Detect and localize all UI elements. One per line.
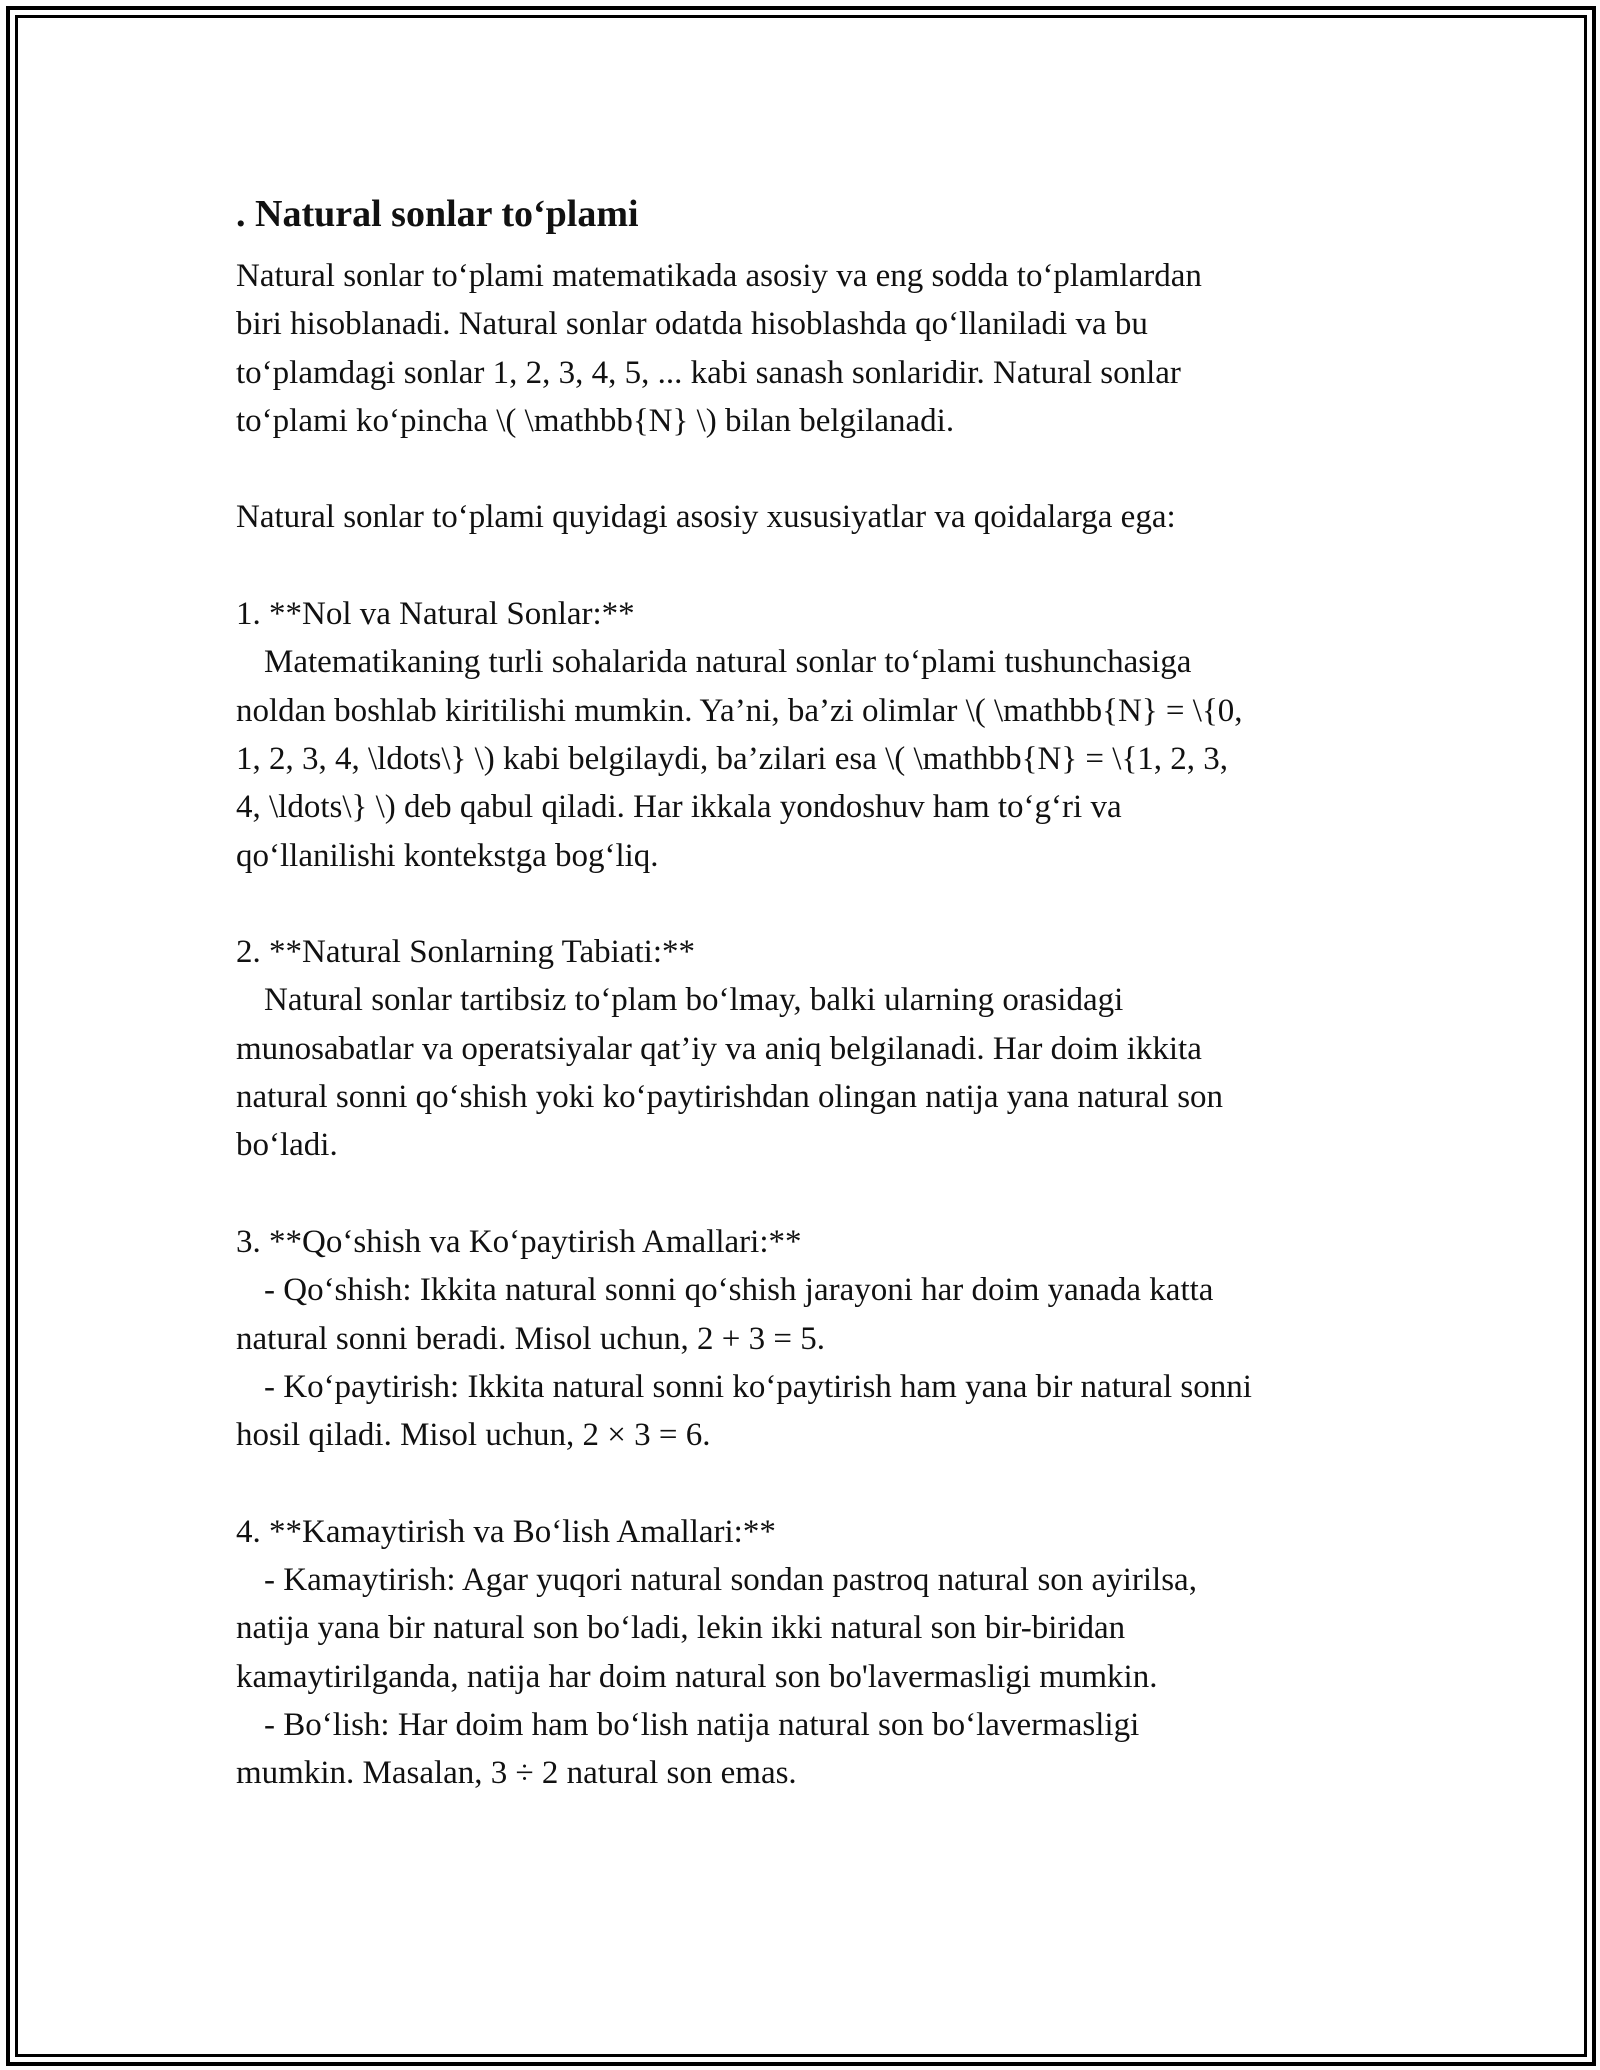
intro-line: to‘plami ko‘pincha \( \mathbb{N} \) bilan belgilanadi. <box>236 402 955 439</box>
section-line-text: Matematikaning turli sohalarida natural sonlar to‘plami tushunchasiga <box>264 644 1192 681</box>
section-line <box>236 638 1376 686</box>
section-line: 1, 2, 3, 4, \ldots\} \) kabi belgilaydi, ba’zilari esa \( \mathbb{N} = \{1, 2, 3, <box>236 740 1229 777</box>
section-line <box>236 1556 1376 1604</box>
lead-paragraph: Natural sonlar to‘plami quyidagi asosiy xususiyatlar va qoidalarga ega: <box>236 499 1176 536</box>
intro-line: Natural sonlar to‘plami matematikada asosiy va eng sodda to‘plamlardan <box>236 258 1202 294</box>
paragraph-spacer <box>236 880 1376 928</box>
paragraph-spacer <box>236 542 1376 590</box>
section-heading: 4. **Kamaytirish va Bo‘lish Amallari:** <box>236 1513 776 1550</box>
paragraph-spacer <box>236 445 1376 493</box>
section-line <box>236 1363 1376 1411</box>
section-line-text: Natural sonlar tartibsiz to‘plam bo‘lmay, balki ularning orasidagi <box>264 982 1124 1019</box>
section-line-text: - Kamaytirish: Agar yuqori natural sondan pastroq natural son ayirilsa, <box>264 1562 1197 1599</box>
section-line: bo‘ladi. <box>236 1127 338 1164</box>
section-heading: 1. **Nol va Natural Sonlar:** <box>236 596 635 633</box>
section-line-text: - Ko‘paytirish: Ikkita natural sonni ko‘paytirish ham yana bir natural sonni <box>264 1368 1252 1405</box>
section-line: kamaytirilganda, natija har doim natural son bo'lavermasligi mumkin. <box>236 1658 1158 1695</box>
section-heading: 2. **Natural Sonlarning Tabiati:** <box>236 934 696 971</box>
intro-paragraph <box>236 252 1376 445</box>
section-line: mumkin. Masalan, 3 ÷ 2 natural son emas. <box>236 1755 797 1792</box>
section-2 <box>236 928 1376 1169</box>
section-line: hosil qiladi. Misol uchun, 2 × 3 = 6. <box>236 1417 711 1454</box>
section-line-text: - Qo‘shish: Ikkita natural sonni qo‘shish jarayoni har doim yanada katta <box>264 1272 1214 1309</box>
document-body <box>236 186 1376 1798</box>
section-heading: 3. **Qo‘shish va Ko‘paytirish Amallari:** <box>236 1223 802 1260</box>
section-3 <box>236 1218 1376 1459</box>
section-4 <box>236 1508 1376 1798</box>
section-line: munosabatlar va operatsiyalar qat’iy va aniq belgilanadi. Har doim ikkita <box>236 1030 1202 1067</box>
section-line: 4, \ldots\} \) deb qabul qiladi. Har ikkala yondoshuv ham to‘g‘ri va <box>236 789 1122 826</box>
section-line-text: - Bo‘lish: Har doim ham bo‘lish natija natural son bo‘lavermasligi <box>264 1706 1140 1743</box>
section-line: natural sonni beradi. Misol uchun, 2 + 3 = 5. <box>236 1320 825 1357</box>
section-line <box>236 1701 1376 1749</box>
paragraph-spacer <box>236 1170 1376 1218</box>
section-line <box>236 976 1376 1024</box>
section-line: noldan boshlab kiritilishi mumkin. Ya’ni, ba’zi olimlar \( \mathbb{N} = \{0, <box>236 692 1243 729</box>
section-line: qo‘llanilishi kontekstga bog‘liq. <box>236 837 659 874</box>
section-line: natural sonni qo‘shish yoki ko‘paytirishdan olingan natija yana natural son <box>236 1079 1224 1116</box>
section-line: natija yana bir natural son bo‘ladi, lekin ikki natural son bir-biridan <box>236 1610 1126 1647</box>
section-line <box>236 1266 1376 1314</box>
intro-line: biri hisoblanadi. Natural sonlar odatda hisoblashda qo‘llaniladi va bu <box>236 306 1148 343</box>
section-1 <box>236 590 1376 880</box>
intro-line: to‘plamdagi sonlar 1, 2, 3, 4, 5, ... kabi sanash sonlaridir. Natural sonlar <box>236 354 1181 391</box>
paragraph-spacer <box>236 1459 1376 1507</box>
page-title: . Natural sonlar to‘plami <box>236 193 639 235</box>
